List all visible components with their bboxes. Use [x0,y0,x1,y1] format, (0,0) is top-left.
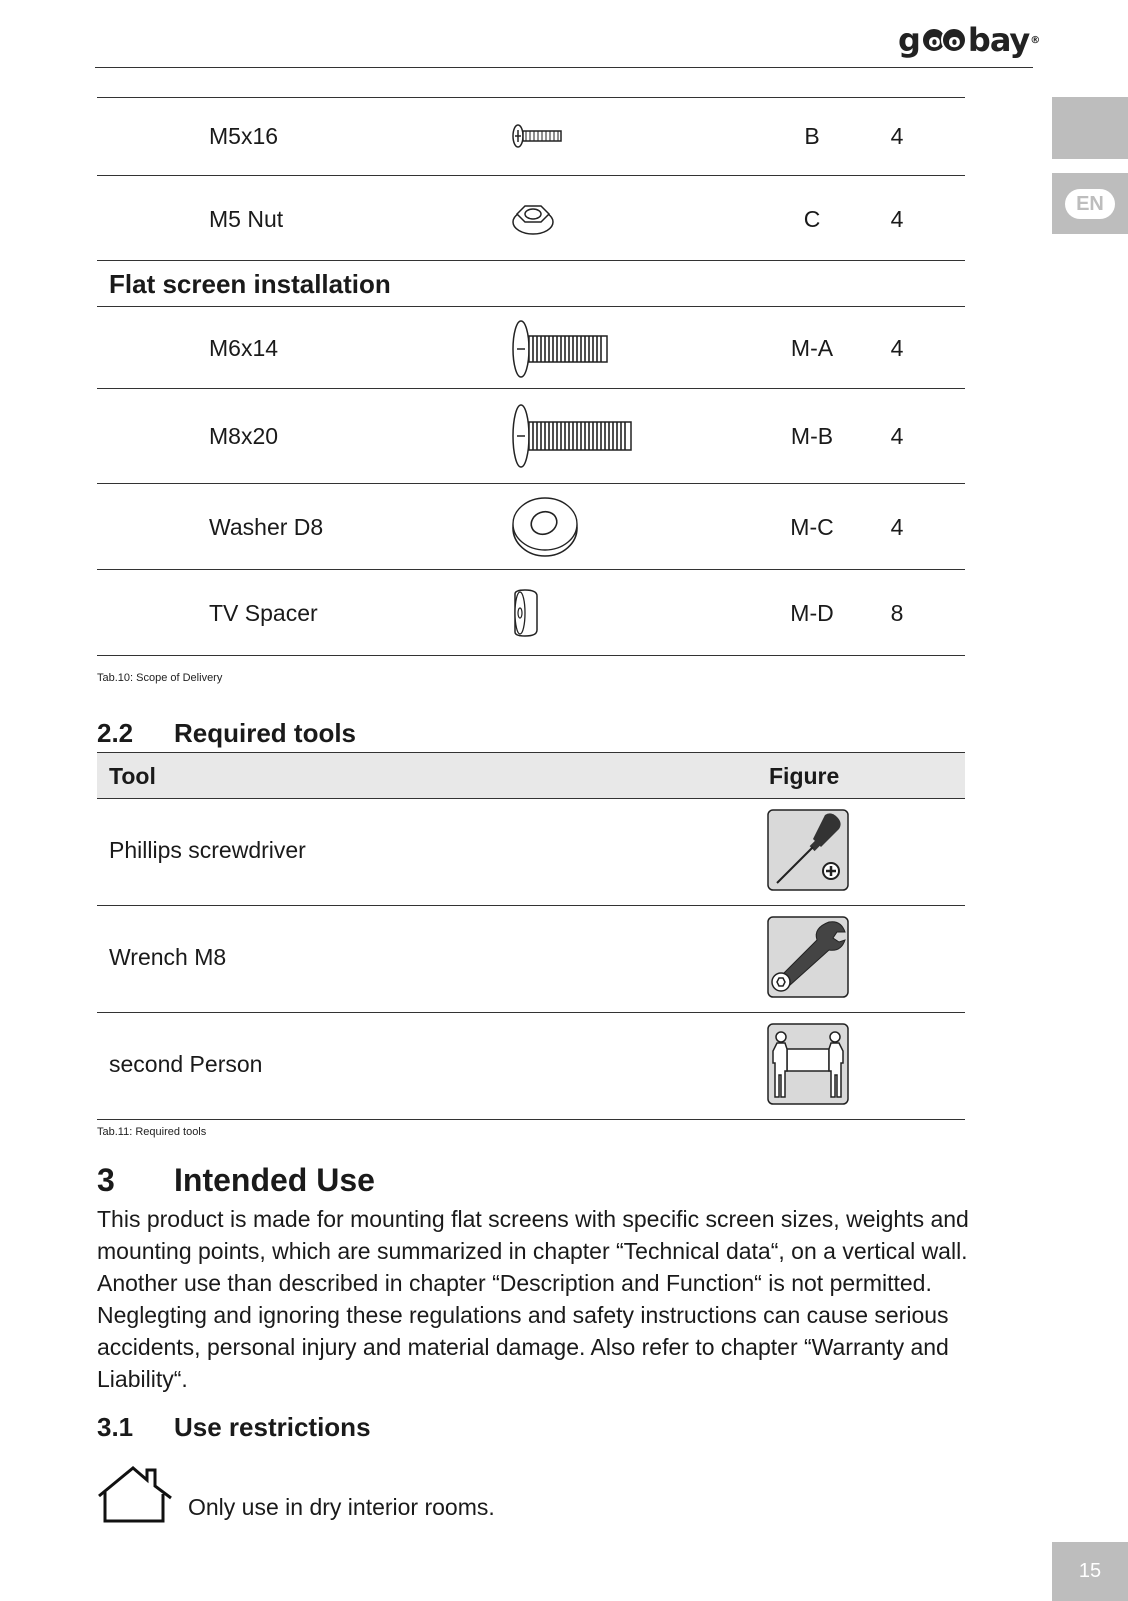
logo-registered: ® [1030,34,1040,46]
logo-g: g [898,21,920,59]
screw-medium-icon [511,319,611,379]
logo-o-1: o [921,27,947,53]
wrench-icon [767,916,849,998]
part-qty: 4 [890,514,904,540]
section-title: Use restrictions [174,1412,371,1442]
logo-oo [921,27,961,53]
side-tab [1052,97,1128,159]
section-heading [97,718,356,749]
chapter-title: Intended Use [174,1162,375,1198]
column-header-tool: Tool [109,763,156,789]
table-row [97,389,965,484]
tools-table [97,752,965,1120]
part-qty: 4 [890,335,904,361]
part-qty: 4 [890,206,904,232]
part-name: TV Spacer [209,600,318,626]
brand-logo [898,18,1039,62]
part-code: B [804,123,820,149]
spacer-icon [511,588,541,638]
part-name: M5x16 [209,123,279,149]
house-icon [97,1466,173,1524]
table-row [97,1013,965,1120]
restriction-text: Only use in dry interior rooms. [188,1494,495,1520]
section-row [97,261,965,307]
table-row [97,98,965,176]
part-code: M-D [790,600,834,626]
screw-large-icon [511,403,635,469]
intended-use-paragraph: This product is made for mounting flat screens with specific screen sizes, weights and mounting points, which are summarized in chapter “Technical data“, on a vertical wall. Another use than described in chapter “Description and Function“ is not permitted. Neglegting and ignoring these regulations and safety instructions can cause serious accidents, personal injury and material damage. Also refer to chapter “Warranty and Liability“. [97,1206,969,1392]
table-row [97,570,965,656]
table-row [97,176,965,261]
part-code: M-A [790,335,834,361]
tool-name: Wrench M8 [109,944,227,970]
language-label: EN [1065,189,1115,219]
logo-rest: bay [967,21,1030,59]
column-header-figure: Figure [769,763,840,789]
washer-icon [511,494,581,560]
chapter-heading [97,1162,375,1199]
section-number: 3.1 [97,1412,134,1442]
table-caption: Tab.11: Required tools [97,1126,207,1138]
table-header [97,753,965,799]
screw-small-icon [511,118,563,154]
part-qty: 4 [890,123,904,149]
section-title: Flat screen installation [109,269,391,299]
table-caption: Tab.10: Scope of Delivery [97,672,223,684]
part-code: C [803,206,821,232]
table-row [97,307,965,389]
section-heading [97,1412,371,1443]
screwdriver-icon [767,809,849,891]
chapter-number: 3 [97,1162,115,1198]
table-row [97,906,965,1013]
two-persons-icon [767,1023,849,1105]
tool-name: Phillips screwdriver [109,837,306,863]
header-rule [95,67,1033,68]
part-name: M6x14 [209,335,279,361]
delivery-table [97,97,965,656]
part-qty: 8 [890,600,904,626]
page-number: 15 [1052,1542,1128,1601]
table-row [97,484,965,570]
nut-icon [511,198,557,238]
section-title: Required tools [174,718,357,748]
part-name: M8x20 [209,423,279,449]
part-code: M-B [790,423,834,449]
table-row [97,799,965,906]
tool-name: second Person [109,1051,263,1077]
language-tab [1052,173,1128,234]
part-name: Washer D8 [209,514,324,540]
part-code: M-C [790,514,834,540]
part-name: M5 Nut [209,206,284,232]
part-qty: 4 [890,423,904,449]
logo-o-2: o [941,27,967,53]
section-number: 2.2 [97,718,134,748]
